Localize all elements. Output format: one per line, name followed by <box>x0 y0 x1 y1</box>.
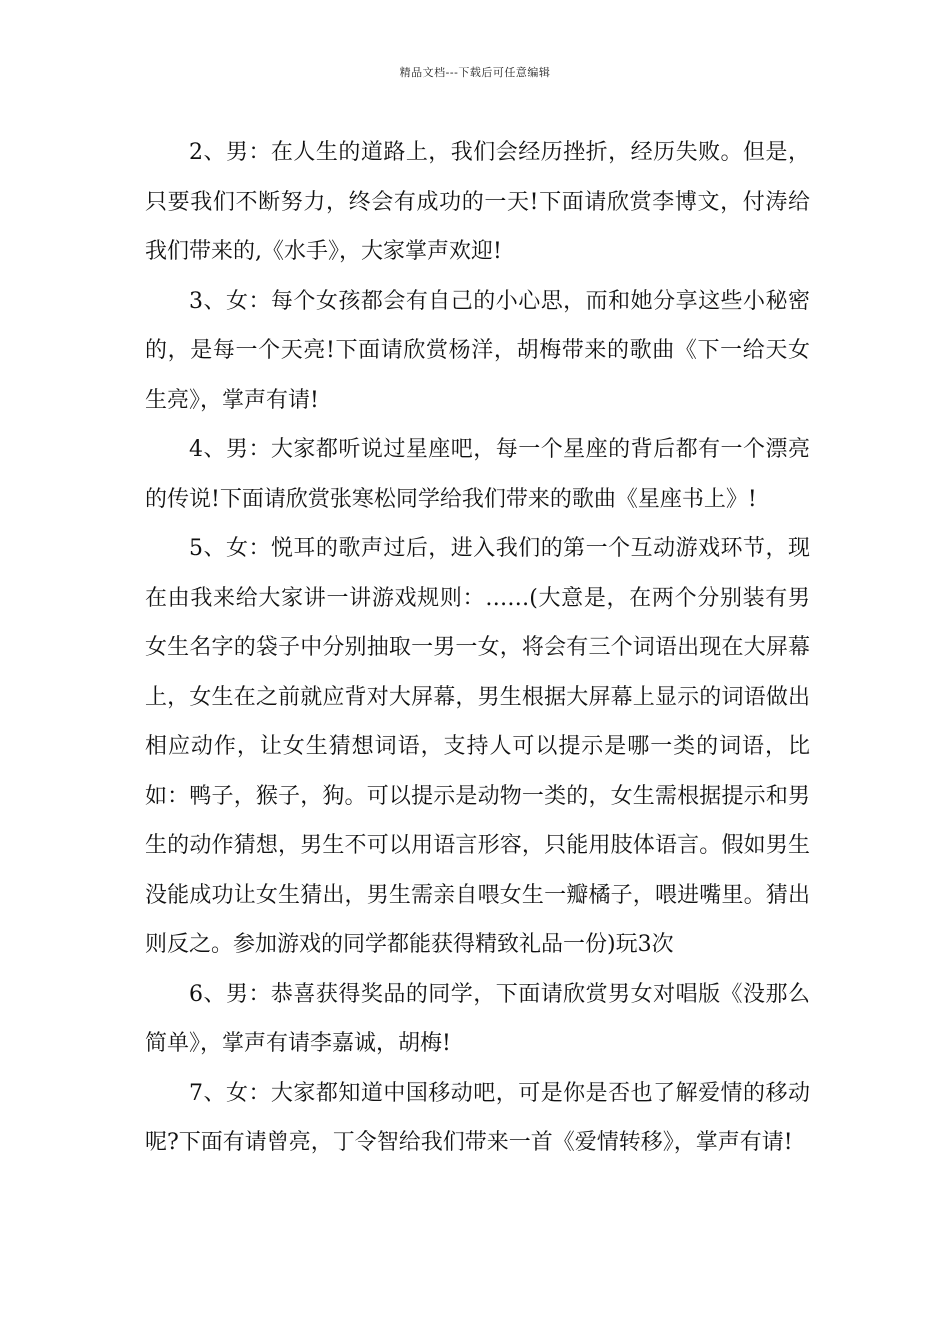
paragraph-3: 3、女：每个女孩都会有自己的小心思，而和她分享这些小秘密的，是每一个天亮!下面请欣赏杨洋，胡梅带来的歌曲《下一给天女生亮》，掌声有请! <box>145 288 810 413</box>
paragraph-7: 7、女：大家都知道中国移动吧，可是你是否也了解爱情的移动呢?下面有请曾亮，丁令智给我们带来一首《爱情转移》，掌声有请! <box>145 1080 810 1155</box>
paragraph-4: 4、男：大家都听说过星座吧，每一个星座的背后都有一个漂亮的传说!下面请欣赏张寒松同学给我们带来的歌曲《星座书上》! <box>145 437 810 512</box>
paragraph-6: 6、男：恭喜获得奖品的同学，下面请欣赏男女对唱版《没那么简单》，掌声有请李嘉诚，胡梅! <box>145 981 810 1056</box>
paragraph-5: 5、女：悦耳的歌声过后，进入我们的第一个互动游戏环节，现在由我来给大家讲一讲游戏规则：……(大意是，在两个分别装有男女生名字的袋子中分别抽取一男一女，将会有三个词语出现在大屏幕上，女生在之前就应背对大屏幕，男生根据大屏幕上显示的词语做出相应动作，让女生猜想词语，支持人可以提示是哪一类的词语，比如：鸭子，猴子，狗。可以提示是动物一类的，女生需根据提示和男生的动作猜想，男生不可以用语言形容，只能用肢体语言。假如男生没能成功让女生猜出，男生需亲自喂女生一瓣橘子，喂进嘴里。猜出则反之。参加游戏的同学都能获得精致礼品一份)玩3次 <box>145 536 810 957</box>
document-body <box>145 128 810 1168</box>
page-header: 精品文档---下载后可任意编辑 <box>399 66 551 79</box>
paragraph-2: 2、男：在人生的道路上，我们会经历挫折，经历失败。但是，只要我们不断努力，终会有成功的一天!下面请欣赏李博文，付涛给我们带来的,《水手》，大家掌声欢迎! <box>145 140 810 264</box>
